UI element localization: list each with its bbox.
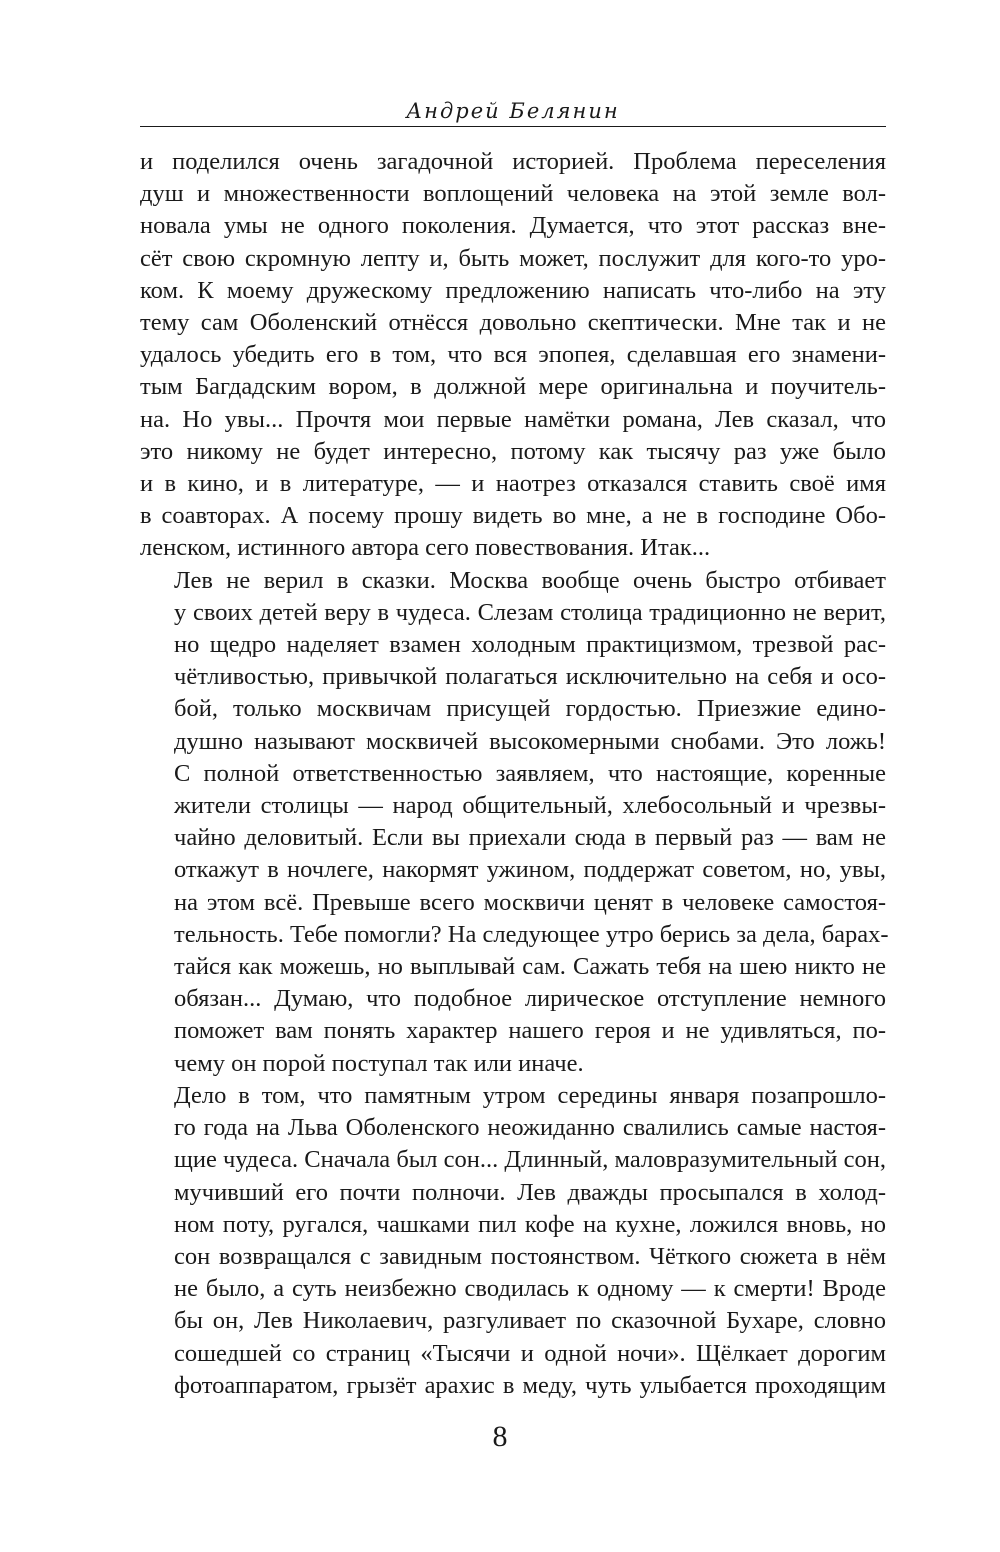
text-line: щие чудеса. Сначала был сон... Длинный, маловразумительный сон, <box>174 1146 886 1174</box>
text-line: тельность. Тебе помогли? На следующее утро берись за дела, барах- <box>174 920 889 948</box>
running-header <box>140 96 886 127</box>
text-line: Дело в том, что памятным утром середины января позапрошло- <box>174 1081 886 1109</box>
text-line: го года на Льва Оболенского неожиданно свалились самые настоя- <box>174 1114 886 1142</box>
text-line: мучивший его почти полночи. Лев дважды просыпался в холод- <box>174 1178 886 1206</box>
text-line: тайся как можешь, но выплывай сам. Сажать тебя на шею никто не <box>174 953 886 981</box>
text-line: не было, а суть неизбежно сводилась к одному — к смерти! Вроде <box>174 1275 886 1303</box>
text-line: обязан... Думаю, что подобное лирическое отступление немного <box>174 985 886 1013</box>
text-line: бой, только москвичам присущей гордостью. Приезжие едино- <box>174 695 886 723</box>
text-line: бы он, Лев Николаевич, разгуливает по сказочной Бухаре, словно <box>174 1307 886 1335</box>
text-line: откажут в ночлеге, накормят ужином, поддержат советом, но, увы, <box>174 856 886 884</box>
text-line: душ и множественности воплощений человека на этой земле вол- <box>140 180 886 208</box>
text-line: в соавторах. А посему прошу видеть во мне, а не в господине Обо- <box>140 502 886 530</box>
paragraph <box>140 146 886 565</box>
text-line: сон возвращался с завидным постоянством. Чёткого сюжета в нём <box>174 1242 886 1270</box>
running-header-text: Андрей Белянин <box>406 99 620 123</box>
text-line: сошедшей со страниц «Тысячи и одной ночи». Щёлкает дорогим <box>174 1339 886 1367</box>
body-text <box>140 146 889 1402</box>
page-number: 8 <box>492 1420 508 1453</box>
text-line: у своих детей веру в чудеса. Слезам столица традиционно не верит, <box>174 598 886 626</box>
text-line: душно называют москвичей высокомерными снобами. Это ложь! <box>174 727 886 755</box>
text-line: ном поту, ругался, чашками пил кофе на кухне, ложился вновь, но <box>174 1210 886 1238</box>
text-line: но щедро наделяет взамен холодным практицизмом, трезвой рас- <box>174 631 886 659</box>
paragraph <box>140 565 889 1080</box>
text-line: фотоаппаратом, грызёт арахис в меду, чуть улыбается проходящим <box>174 1371 886 1399</box>
text-line: тым Багдадским вором, в должной мере оригинальна и поучитель- <box>140 373 886 401</box>
text-line: С полной ответственностью заявляем, что настоящие, коренные <box>174 759 886 787</box>
text-line: Лев не верил в сказки. Москва вообще очень быстро отбивает <box>174 566 886 594</box>
text-line: жители столицы — народ общительный, хлебосольный и чрезвы- <box>174 792 886 820</box>
text-line: новала умы не одного поколения. Думается, что этот рассказ вне- <box>140 212 886 240</box>
text-line: чайно деловитый. Если вы приехали сюда в первый раз — вам не <box>174 824 886 852</box>
text-line: поможет вам понять характер нашего героя и не удивляться, по- <box>174 1017 886 1045</box>
text-line: ком. К моему дружескому предложению написать что-либо на эту <box>140 276 886 304</box>
text-line: сёт свою скромную лепту и, быть может, послужит для кого-то уро- <box>140 244 886 272</box>
text-line: ленском, истинного автора сего повествования. Итак... <box>140 534 711 562</box>
text-line: и в кино, и в литературе, — и наотрез отказался ставить своё имя <box>140 470 886 498</box>
text-line: на этом всё. Превыше всего москвичи ценят в человеке самостоя- <box>174 888 886 916</box>
text-line: чему он порой поступал так или иначе. <box>174 1049 584 1077</box>
text-line: это никому не будет интересно, потому как тысячу раз уже было <box>140 437 886 465</box>
text-line: на. Но увы... Прочтя мои первые намётки романа, Лев сказал, что <box>140 405 886 433</box>
text-line: и поделился очень загадочной историей. Проблема переселения <box>140 148 886 175</box>
text-line: чётливостью, привычкой полагаться исключительно на себя и осо- <box>174 663 886 691</box>
text-line: тему сам Оболенский отнёсся довольно скептически. Мне так и не <box>140 309 886 337</box>
text-line: удалось убедить его в том, что вся эпопея, сделавшая его знамени- <box>140 341 886 369</box>
paragraph <box>140 1080 886 1402</box>
